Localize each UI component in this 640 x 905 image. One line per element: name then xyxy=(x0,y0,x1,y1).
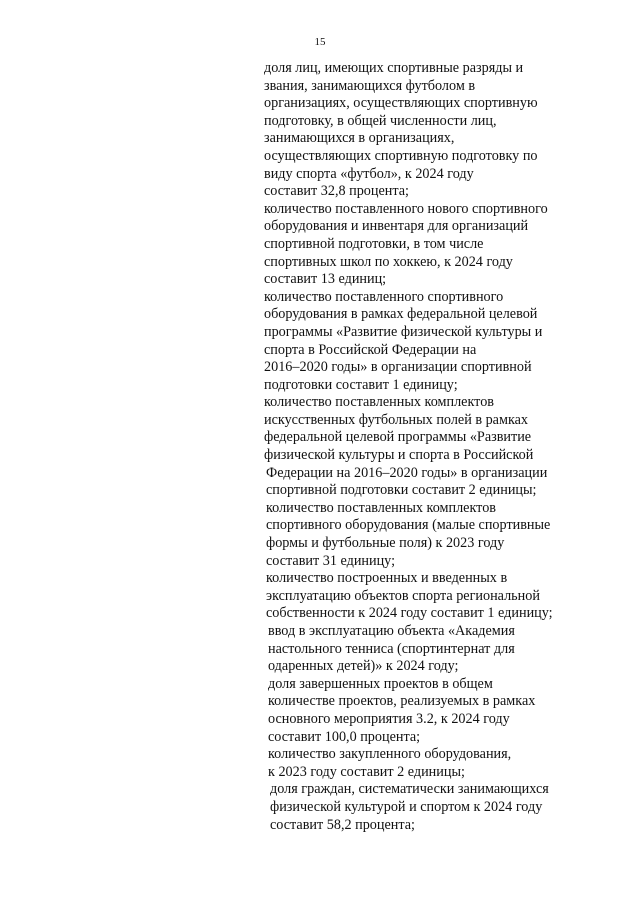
text-line: количество поставленных комплектов xyxy=(266,499,496,516)
text-line: оборудования и инвентаря для организаций xyxy=(264,218,529,235)
text-line: количество построенных и введенных в xyxy=(266,570,508,587)
text-line: одаренных детей)» к 2024 году; xyxy=(268,658,459,675)
text-line: 2016–2020 годы» в организации спортивной xyxy=(264,359,532,376)
text-line: оборудования в рамках федеральной целевой xyxy=(264,306,538,323)
text-line: доля граждан, систематически занимающихся xyxy=(270,781,549,798)
text-line: настольного тенниса (спортинтернат для xyxy=(268,640,515,657)
text-line: спортивных школ по хоккею, к 2024 году xyxy=(264,253,513,270)
text-line: спорта в Российской Федерации на xyxy=(264,341,477,358)
text-line: программы «Развитие физической культуры и xyxy=(264,323,543,340)
text-line: составит 58,2 процента; xyxy=(270,816,415,833)
text-line: доля лиц, имеющих спортивные разряды и xyxy=(264,60,524,76)
text-line: спортивной подготовки, в том числе xyxy=(264,235,484,252)
text-line: собственности к 2024 году составит 1 единицу; xyxy=(266,605,553,622)
text-line: подготовку, в общей численности лиц, xyxy=(264,112,497,129)
text-line: эксплуатацию объектов спорта региональной xyxy=(266,587,540,604)
text-line: физической культурой и спортом к 2024 году xyxy=(270,798,543,815)
text-line: к 2023 году составит 2 единицы; xyxy=(268,763,465,780)
text-line: количество закупленного оборудования, xyxy=(268,746,512,763)
text-line: количество поставленного нового спортивного xyxy=(264,200,548,217)
text-line: количестве проектов, реализуемых в рамках xyxy=(268,693,536,710)
text-line: подготовки составит 1 единицу; xyxy=(264,376,458,393)
text-line: физической культуры и спорта в Российской xyxy=(264,447,534,464)
text-line: спортивной подготовки составит 2 единицы; xyxy=(266,482,537,499)
text-line: организациях, осуществляющих спортивную xyxy=(264,95,538,112)
text-line: искусственных футбольных полей в рамках xyxy=(264,411,529,428)
text-line: основного мероприятия 3.2, к 2024 году xyxy=(268,710,510,727)
text-line: виду спорта «футбол», к 2024 году xyxy=(264,165,474,182)
text-line: составит 32,8 процента; xyxy=(264,183,409,200)
text-line: формы и футбольные поля) к 2023 году xyxy=(266,535,505,552)
text-line: составит 13 единиц; xyxy=(264,271,387,288)
text-line: занимающихся в организациях, xyxy=(264,130,455,147)
text-line: звания, занимающихся футболом в xyxy=(264,77,476,94)
text-line: ввод в эксплуатацию объекта «Академия xyxy=(268,623,515,639)
text-line: количество поставленных комплектов xyxy=(264,394,494,411)
text-line: составит 31 единицу; xyxy=(266,552,396,569)
page-number: 15 xyxy=(314,36,326,48)
text-line: осуществляющих спортивную подготовку по xyxy=(264,147,538,164)
text-line: составит 100,0 процента; xyxy=(268,728,421,745)
document-body xyxy=(264,60,604,834)
text-line: доля завершенных проектов в общем xyxy=(268,675,493,692)
text-line: Федерации на 2016–2020 годы» в организации xyxy=(266,464,548,481)
text-line: спортивного оборудования (малые спортивные xyxy=(266,517,551,534)
text-line: количество поставленного спортивного xyxy=(264,288,504,305)
text-line: федеральной целевой программы «Развитие xyxy=(264,429,532,446)
